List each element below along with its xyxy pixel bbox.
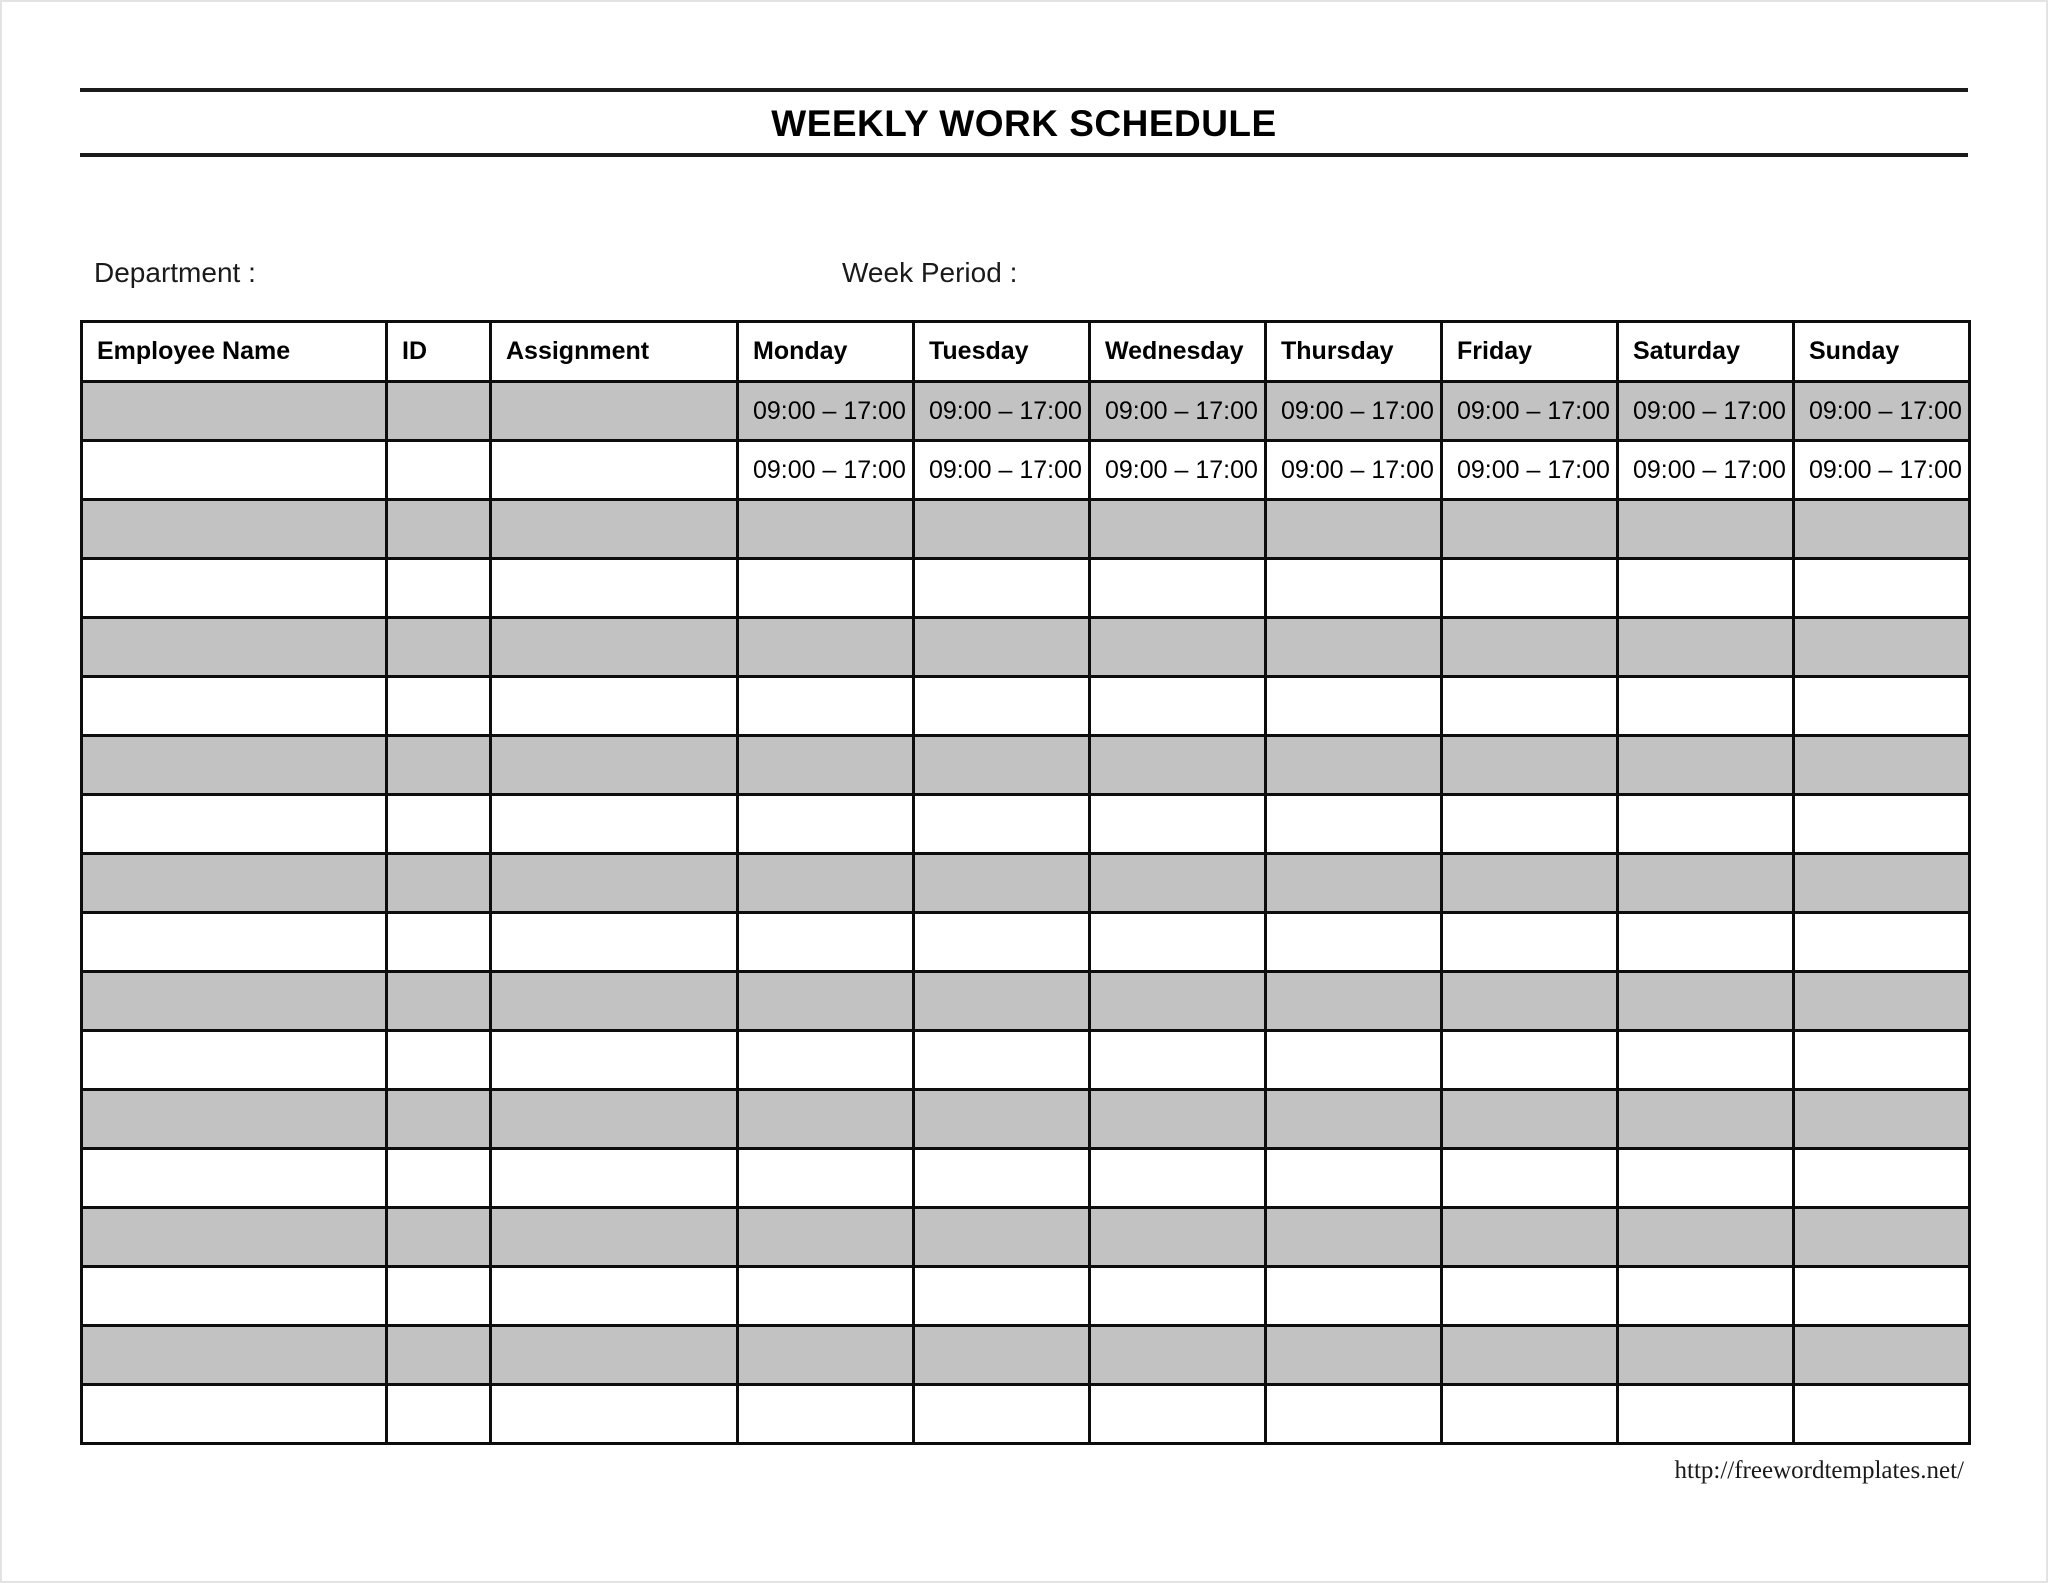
cell-id[interactable]: [387, 1090, 491, 1149]
cell-assignment[interactable]: [491, 1090, 738, 1149]
cell-shift-wednesday[interactable]: [1090, 500, 1266, 559]
page-title: WEEKLY WORK SCHEDULE: [771, 103, 1277, 144]
cell-shift-friday[interactable]: [1442, 1031, 1618, 1090]
table-row: [82, 854, 1970, 913]
column-header-thursday: Thursday: [1266, 322, 1442, 382]
schedule-table: [80, 320, 1971, 1445]
cell-shift-saturday[interactable]: [1618, 795, 1794, 854]
cell-shift-sunday[interactable]: [1794, 795, 1970, 854]
cell-id[interactable]: [387, 1267, 491, 1326]
cell-id[interactable]: [387, 972, 491, 1031]
cell-shift-monday[interactable]: [738, 1385, 914, 1444]
cell-shift-tuesday[interactable]: [914, 913, 1090, 972]
cell-shift-friday[interactable]: [1442, 795, 1618, 854]
cell-shift-thursday[interactable]: 09:00 – 17:00: [1266, 382, 1442, 441]
cell-shift-friday[interactable]: [1442, 913, 1618, 972]
cell-shift-sunday[interactable]: [1794, 677, 1970, 736]
cell-shift-sunday[interactable]: [1794, 854, 1970, 913]
cell-assignment[interactable]: [491, 1385, 738, 1444]
column-header-friday: Friday: [1442, 322, 1618, 382]
cell-shift-thursday[interactable]: [1266, 736, 1442, 795]
cell-id[interactable]: [387, 382, 491, 441]
cell-shift-wednesday[interactable]: 09:00 – 17:00: [1090, 382, 1266, 441]
cell-shift-wednesday[interactable]: 09:00 – 17:00: [1090, 441, 1266, 500]
cell-employee-name[interactable]: [82, 854, 387, 913]
cell-shift-thursday[interactable]: [1266, 677, 1442, 736]
column-header-employee-name: Employee Name: [82, 322, 387, 382]
cell-shift-sunday[interactable]: [1794, 736, 1970, 795]
cell-id[interactable]: [387, 500, 491, 559]
cell-assignment[interactable]: [491, 913, 738, 972]
cell-employee-name[interactable]: [82, 1385, 387, 1444]
cell-shift-saturday[interactable]: [1618, 500, 1794, 559]
cell-assignment[interactable]: [491, 1149, 738, 1208]
cell-shift-tuesday[interactable]: [914, 854, 1090, 913]
title-rule-bottom: [80, 153, 1968, 157]
cell-shift-friday[interactable]: [1442, 1326, 1618, 1385]
cell-shift-friday[interactable]: [1442, 1267, 1618, 1326]
table-row: [82, 1090, 1970, 1149]
cell-shift-friday[interactable]: [1442, 972, 1618, 1031]
cell-shift-monday[interactable]: 09:00 – 17:00: [738, 441, 914, 500]
cell-shift-monday[interactable]: [738, 618, 914, 677]
column-header-id: ID: [387, 322, 491, 382]
cell-shift-tuesday[interactable]: [914, 618, 1090, 677]
week-period-label: Week Period :: [842, 257, 1018, 288]
table-row: [82, 1267, 1970, 1326]
cell-id[interactable]: [387, 1208, 491, 1267]
column-header-wednesday: Wednesday: [1090, 322, 1266, 382]
cell-assignment[interactable]: [491, 854, 738, 913]
cell-shift-saturday[interactable]: [1618, 1326, 1794, 1385]
cell-shift-thursday[interactable]: [1266, 1326, 1442, 1385]
cell-employee-name[interactable]: [82, 1149, 387, 1208]
cell-shift-monday[interactable]: [738, 1267, 914, 1326]
table-row: [82, 1149, 1970, 1208]
meta-row: [2, 257, 2048, 297]
cell-shift-tuesday[interactable]: [914, 1031, 1090, 1090]
table-row: [82, 972, 1970, 1031]
cell-employee-name[interactable]: [82, 441, 387, 500]
cell-shift-sunday[interactable]: 09:00 – 17:00: [1794, 441, 1970, 500]
cell-employee-name[interactable]: [82, 1326, 387, 1385]
column-header-assignment: Assignment: [491, 322, 738, 382]
cell-shift-thursday[interactable]: [1266, 854, 1442, 913]
cell-shift-sunday[interactable]: [1794, 559, 1970, 618]
cell-shift-sunday[interactable]: [1794, 618, 1970, 677]
cell-shift-wednesday[interactable]: [1090, 677, 1266, 736]
cell-shift-wednesday[interactable]: [1090, 1208, 1266, 1267]
cell-shift-monday[interactable]: [738, 1031, 914, 1090]
cell-shift-monday[interactable]: [738, 1149, 914, 1208]
table-row: [82, 1031, 1970, 1090]
cell-shift-friday[interactable]: [1442, 1090, 1618, 1149]
table-row: [82, 618, 1970, 677]
cell-shift-monday[interactable]: [738, 1090, 914, 1149]
cell-shift-sunday[interactable]: [1794, 1326, 1970, 1385]
cell-shift-monday[interactable]: [738, 854, 914, 913]
cell-shift-sunday[interactable]: [1794, 972, 1970, 1031]
cell-shift-thursday[interactable]: [1266, 1267, 1442, 1326]
cell-id[interactable]: [387, 559, 491, 618]
column-header-monday: Monday: [738, 322, 914, 382]
cell-shift-wednesday[interactable]: [1090, 736, 1266, 795]
cell-id[interactable]: [387, 1149, 491, 1208]
cell-shift-wednesday[interactable]: [1090, 795, 1266, 854]
cell-shift-wednesday[interactable]: [1090, 618, 1266, 677]
cell-shift-monday[interactable]: [738, 972, 914, 1031]
cell-shift-thursday[interactable]: 09:00 – 17:00: [1266, 441, 1442, 500]
cell-shift-monday[interactable]: [738, 736, 914, 795]
cell-shift-friday[interactable]: [1442, 1385, 1618, 1444]
cell-shift-monday[interactable]: [738, 795, 914, 854]
cell-shift-saturday[interactable]: [1618, 854, 1794, 913]
cell-shift-friday[interactable]: [1442, 677, 1618, 736]
cell-shift-thursday[interactable]: [1266, 500, 1442, 559]
cell-shift-thursday[interactable]: [1266, 1385, 1442, 1444]
cell-shift-wednesday[interactable]: [1090, 1031, 1266, 1090]
cell-shift-thursday[interactable]: [1266, 559, 1442, 618]
cell-id[interactable]: [387, 1385, 491, 1444]
cell-employee-name[interactable]: [82, 677, 387, 736]
cell-id[interactable]: [387, 1326, 491, 1385]
table-row: [82, 441, 1970, 500]
cell-shift-tuesday[interactable]: [914, 677, 1090, 736]
cell-shift-thursday[interactable]: [1266, 1149, 1442, 1208]
cell-shift-saturday[interactable]: [1618, 1090, 1794, 1149]
cell-shift-tuesday[interactable]: [914, 1326, 1090, 1385]
cell-shift-sunday[interactable]: [1794, 1149, 1970, 1208]
cell-shift-tuesday[interactable]: [914, 500, 1090, 559]
cell-shift-monday[interactable]: [738, 1208, 914, 1267]
table-row: [82, 1208, 1970, 1267]
table-body: [82, 382, 1970, 1444]
cell-employee-name[interactable]: [82, 618, 387, 677]
cell-shift-saturday[interactable]: [1618, 618, 1794, 677]
cell-shift-sunday[interactable]: [1794, 1208, 1970, 1267]
table-row: [82, 736, 1970, 795]
cell-id[interactable]: [387, 913, 491, 972]
cell-shift-saturday[interactable]: [1618, 972, 1794, 1031]
cell-assignment[interactable]: [491, 1208, 738, 1267]
cell-id[interactable]: [387, 441, 491, 500]
cell-assignment[interactable]: [491, 441, 738, 500]
cell-shift-monday[interactable]: [738, 1326, 914, 1385]
cell-shift-wednesday[interactable]: [1090, 854, 1266, 913]
cell-shift-saturday[interactable]: [1618, 559, 1794, 618]
footer-url[interactable]: http://freewordtemplates.net/: [1674, 1457, 1964, 1484]
cell-shift-saturday[interactable]: [1618, 677, 1794, 736]
cell-shift-tuesday[interactable]: [914, 1267, 1090, 1326]
cell-shift-tuesday[interactable]: 09:00 – 17:00: [914, 382, 1090, 441]
cell-shift-monday[interactable]: 09:00 – 17:00: [738, 382, 914, 441]
cell-shift-saturday[interactable]: [1618, 1031, 1794, 1090]
cell-assignment[interactable]: [491, 1267, 738, 1326]
cell-employee-name[interactable]: [82, 382, 387, 441]
column-header-sunday: Sunday: [1794, 322, 1970, 382]
cell-employee-name[interactable]: [82, 795, 387, 854]
cell-shift-tuesday[interactable]: [914, 559, 1090, 618]
cell-assignment[interactable]: [491, 677, 738, 736]
cell-shift-tuesday[interactable]: 09:00 – 17:00: [914, 441, 1090, 500]
cell-id[interactable]: [387, 795, 491, 854]
cell-shift-monday[interactable]: [738, 913, 914, 972]
cell-shift-wednesday[interactable]: [1090, 972, 1266, 1031]
table-row: [82, 913, 1970, 972]
column-header-saturday: Saturday: [1618, 322, 1794, 382]
cell-shift-friday[interactable]: [1442, 1149, 1618, 1208]
cell-shift-friday[interactable]: [1442, 559, 1618, 618]
cell-employee-name[interactable]: [82, 559, 387, 618]
cell-shift-tuesday[interactable]: [914, 1149, 1090, 1208]
cell-shift-saturday[interactable]: [1618, 913, 1794, 972]
cell-shift-tuesday[interactable]: [914, 972, 1090, 1031]
cell-shift-saturday[interactable]: [1618, 1149, 1794, 1208]
cell-shift-saturday[interactable]: [1618, 1208, 1794, 1267]
cell-shift-saturday[interactable]: 09:00 – 17:00: [1618, 382, 1794, 441]
cell-shift-tuesday[interactable]: [914, 795, 1090, 854]
cell-employee-name[interactable]: [82, 972, 387, 1031]
cell-shift-wednesday[interactable]: [1090, 1149, 1266, 1208]
cell-assignment[interactable]: [491, 618, 738, 677]
cell-assignment[interactable]: [491, 795, 738, 854]
cell-shift-wednesday[interactable]: [1090, 1267, 1266, 1326]
cell-employee-name[interactable]: [82, 1031, 387, 1090]
cell-id[interactable]: [387, 618, 491, 677]
cell-assignment[interactable]: [491, 1326, 738, 1385]
cell-shift-sunday[interactable]: [1794, 500, 1970, 559]
cell-id[interactable]: [387, 1031, 491, 1090]
cell-assignment[interactable]: [491, 736, 738, 795]
cell-assignment[interactable]: [491, 500, 738, 559]
cell-shift-saturday[interactable]: [1618, 1385, 1794, 1444]
cell-shift-friday[interactable]: 09:00 – 17:00: [1442, 382, 1618, 441]
cell-assignment[interactable]: [491, 382, 738, 441]
cell-shift-sunday[interactable]: [1794, 1031, 1970, 1090]
cell-shift-monday[interactable]: [738, 677, 914, 736]
cell-shift-saturday[interactable]: 09:00 – 17:00: [1618, 441, 1794, 500]
cell-shift-friday[interactable]: [1442, 736, 1618, 795]
cell-shift-sunday[interactable]: [1794, 1385, 1970, 1444]
cell-shift-tuesday[interactable]: [914, 1090, 1090, 1149]
cell-shift-thursday[interactable]: [1266, 913, 1442, 972]
cell-shift-wednesday[interactable]: [1090, 913, 1266, 972]
cell-shift-wednesday[interactable]: [1090, 1090, 1266, 1149]
cell-shift-friday[interactable]: 09:00 – 17:00: [1442, 441, 1618, 500]
table-row: [82, 677, 1970, 736]
title-block: [80, 88, 1968, 157]
cell-shift-wednesday[interactable]: [1090, 1385, 1266, 1444]
cell-shift-monday[interactable]: [738, 500, 914, 559]
cell-shift-friday[interactable]: [1442, 618, 1618, 677]
cell-shift-thursday[interactable]: [1266, 1208, 1442, 1267]
cell-shift-sunday[interactable]: [1794, 913, 1970, 972]
cell-shift-tuesday[interactable]: [914, 1385, 1090, 1444]
cell-shift-thursday[interactable]: [1266, 618, 1442, 677]
table-row: [82, 1326, 1970, 1385]
cell-shift-sunday[interactable]: [1794, 1090, 1970, 1149]
cell-shift-thursday[interactable]: [1266, 795, 1442, 854]
table-row: [82, 795, 1970, 854]
cell-employee-name[interactable]: [82, 913, 387, 972]
cell-id[interactable]: [387, 677, 491, 736]
cell-shift-thursday[interactable]: [1266, 1090, 1442, 1149]
cell-assignment[interactable]: [491, 1031, 738, 1090]
cell-assignment[interactable]: [491, 559, 738, 618]
table-row: [82, 500, 1970, 559]
column-header-tuesday: Tuesday: [914, 322, 1090, 382]
table-row: [82, 559, 1970, 618]
cell-shift-sunday[interactable]: 09:00 – 17:00: [1794, 382, 1970, 441]
table-row: [82, 1385, 1970, 1444]
cell-shift-monday[interactable]: [738, 559, 914, 618]
cell-shift-tuesday[interactable]: [914, 736, 1090, 795]
table-header-row: [82, 322, 1970, 382]
cell-shift-friday[interactable]: [1442, 500, 1618, 559]
cell-assignment[interactable]: [491, 972, 738, 1031]
cell-employee-name[interactable]: [82, 1267, 387, 1326]
cell-shift-wednesday[interactable]: [1090, 1326, 1266, 1385]
cell-shift-tuesday[interactable]: [914, 1208, 1090, 1267]
cell-employee-name[interactable]: [82, 736, 387, 795]
cell-employee-name[interactable]: [82, 500, 387, 559]
cell-shift-thursday[interactable]: [1266, 1031, 1442, 1090]
cell-id[interactable]: [387, 854, 491, 913]
cell-id[interactable]: [387, 736, 491, 795]
cell-shift-thursday[interactable]: [1266, 972, 1442, 1031]
department-label: Department :: [94, 257, 256, 288]
cell-shift-wednesday[interactable]: [1090, 559, 1266, 618]
cell-shift-friday[interactable]: [1442, 1208, 1618, 1267]
cell-shift-friday[interactable]: [1442, 854, 1618, 913]
cell-shift-sunday[interactable]: [1794, 1267, 1970, 1326]
schedule-table-wrapper: [80, 320, 1968, 1445]
table-row: [82, 382, 1970, 441]
cell-employee-name[interactable]: [82, 1090, 387, 1149]
cell-shift-saturday[interactable]: [1618, 1267, 1794, 1326]
cell-shift-saturday[interactable]: [1618, 736, 1794, 795]
cell-employee-name[interactable]: [82, 1208, 387, 1267]
